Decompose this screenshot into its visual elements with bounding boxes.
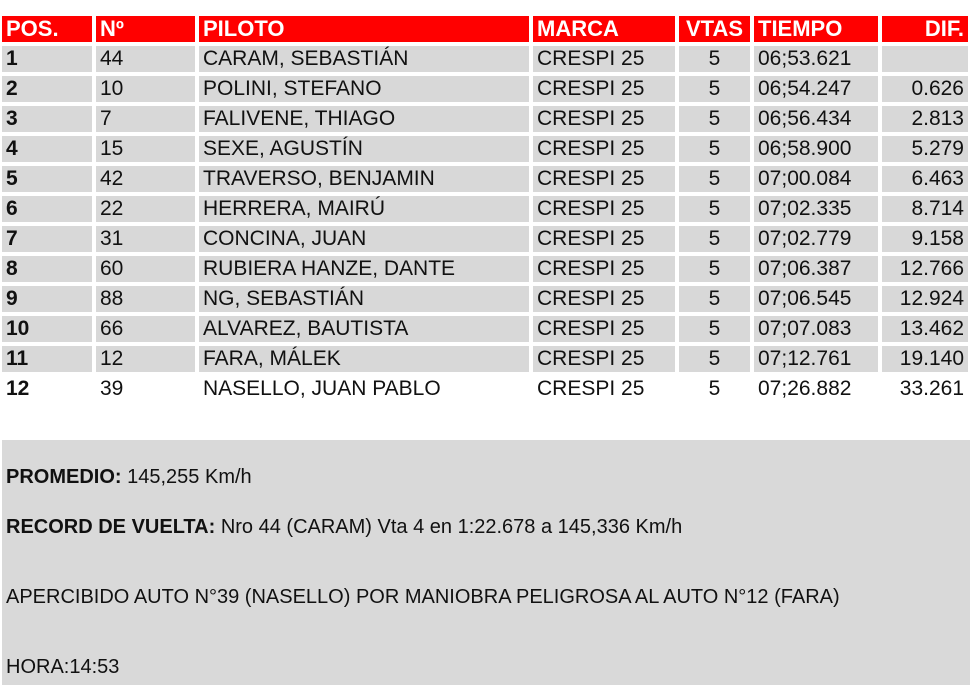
cell-dif: 0.626 <box>882 76 968 102</box>
cell-piloto: ALVAREZ, BAUTISTA <box>199 316 533 342</box>
cell-pos: 11 <box>2 346 96 372</box>
cell-dif: 13.462 <box>882 316 968 342</box>
cell-num: 44 <box>96 46 199 72</box>
cell-piloto: FALIVENE, THIAGO <box>199 106 533 132</box>
cell-num: 15 <box>96 136 199 162</box>
cell-tiempo: 07;06.387 <box>754 256 882 282</box>
cell-vtas: 5 <box>679 286 754 312</box>
table-row <box>2 376 968 402</box>
cell-dif: 8.714 <box>882 196 968 222</box>
table-row <box>2 166 968 192</box>
table-row <box>2 316 968 342</box>
cell-dif <box>882 46 968 72</box>
header-num: Nº <box>96 16 199 42</box>
cell-vtas: 5 <box>679 46 754 72</box>
cell-vtas: 5 <box>679 256 754 282</box>
header-marca: MARCA <box>533 16 679 42</box>
cell-pos: 9 <box>2 286 96 312</box>
cell-num: 12 <box>96 346 199 372</box>
cell-pos: 6 <box>2 196 96 222</box>
cell-marca: CRESPI 25 <box>533 76 679 102</box>
cell-piloto: CONCINA, JUAN <box>199 226 533 252</box>
cell-dif: 5.279 <box>882 136 968 162</box>
cell-piloto: RUBIERA HANZE, DANTE <box>199 256 533 282</box>
cell-pos: 3 <box>2 106 96 132</box>
cell-piloto: HERRERA, MAIRÚ <box>199 196 533 222</box>
cell-tiempo: 07;12.761 <box>754 346 882 372</box>
promedio-line <box>6 466 252 489</box>
table-row <box>2 136 968 162</box>
cell-piloto: FARA, MÁLEK <box>199 346 533 372</box>
table-row <box>2 76 968 102</box>
record-value: Nro 44 (CARAM) Vta 4 en 1:22.678 a 145,336 Km/h <box>220 516 683 538</box>
cell-pos: 10 <box>2 316 96 342</box>
cell-dif: 19.140 <box>882 346 968 372</box>
cell-marca: CRESPI 25 <box>533 136 679 162</box>
race-notes <box>2 440 970 685</box>
table-row <box>2 196 968 222</box>
cell-dif: 9.158 <box>882 226 968 252</box>
cell-num: 42 <box>96 166 199 192</box>
apercibido-line: APERCIBIDO AUTO N°39 (NASELLO) POR MANIOBRA PELIGROSA AL AUTO N°12 (FARA) <box>6 586 840 608</box>
cell-tiempo: 06;54.247 <box>754 76 882 102</box>
cell-pos: 8 <box>2 256 96 282</box>
cell-marca: CRESPI 25 <box>533 166 679 192</box>
cell-vtas: 5 <box>679 76 754 102</box>
cell-dif: 33.261 <box>899 377 964 400</box>
cell-vtas: 5 <box>679 106 754 132</box>
cell-marca: CRESPI 25 <box>533 226 679 252</box>
cell-vtas: 5 <box>679 226 754 252</box>
cell-tiempo: 07;26.882 <box>754 376 882 402</box>
table-row <box>2 46 968 72</box>
cell-pos: 1 <box>2 46 96 72</box>
cell-piloto: POLINI, STEFANO <box>199 76 533 102</box>
cell-dif: 2.813 <box>882 106 968 132</box>
cell-piloto: SEXE, AGUSTÍN <box>199 136 533 162</box>
header-dif: DIF. <box>882 16 968 42</box>
table-row <box>2 346 968 372</box>
cell-pos: 4 <box>2 136 96 162</box>
cell-num: 31 <box>96 226 199 252</box>
cell-num: 7 <box>96 106 199 132</box>
cell-vtas: 5 <box>679 316 754 342</box>
cell-tiempo: 06;53.621 <box>754 46 882 72</box>
cell-num: 39 <box>96 376 199 402</box>
table-header-row <box>2 16 968 42</box>
cell-tiempo: 06;56.434 <box>754 106 882 132</box>
cell-dif: 6.463 <box>882 166 968 192</box>
cell-pos: 12 <box>2 376 96 402</box>
cell-marca: CRESPI 25 <box>533 346 679 372</box>
cell-num: 88 <box>96 286 199 312</box>
cell-tiempo: 07;06.545 <box>754 286 882 312</box>
cell-vtas: 5 <box>679 196 754 222</box>
cell-num: 22 <box>96 196 199 222</box>
cell-vtas: 5 <box>679 136 754 162</box>
cell-dif: 12.766 <box>882 256 968 282</box>
header-tiempo: TIEMPO <box>754 16 882 42</box>
table-row <box>2 286 968 312</box>
cell-vtas: 5 <box>679 346 754 372</box>
header-piloto: PILOTO <box>199 16 533 42</box>
header-vtas: VTAS <box>679 16 754 42</box>
cell-marca: CRESPI 25 <box>533 286 679 312</box>
record-label: RECORD DE VUELTA: <box>6 516 216 538</box>
results-table <box>2 12 968 406</box>
cell-tiempo: 07;00.084 <box>754 166 882 192</box>
cell-marca: CRESPI 25 <box>533 376 679 402</box>
cell-marca: CRESPI 25 <box>533 46 679 72</box>
hora-line: HORA:14:53 <box>6 656 120 678</box>
cell-marca: CRESPI 25 <box>533 256 679 282</box>
results-body <box>2 46 968 402</box>
cell-tiempo: 07;07.083 <box>754 316 882 342</box>
cell-vtas: 5 <box>679 166 754 192</box>
cell-pos: 7 <box>2 226 96 252</box>
cell-num: 60 <box>96 256 199 282</box>
table-row <box>2 256 968 282</box>
header-pos: POS. <box>2 16 96 42</box>
promedio-label: PROMEDIO: <box>6 466 122 488</box>
promedio-value: 145,255 Km/h <box>127 466 252 488</box>
cell-piloto: NG, SEBASTIÁN <box>199 286 533 312</box>
cell-pos: 2 <box>2 76 96 102</box>
table-row <box>2 106 968 132</box>
cell-num: 66 <box>96 316 199 342</box>
cell-tiempo: 07;02.335 <box>754 196 882 222</box>
cell-dif: 12.924 <box>882 286 968 312</box>
record-line <box>6 516 682 539</box>
cell-num: 10 <box>96 76 199 102</box>
cell-piloto: NASELLO, JUAN PABLO <box>199 376 533 402</box>
cell-marca: CRESPI 25 <box>533 106 679 132</box>
cell-piloto: CARAM, SEBASTIÁN <box>199 46 533 72</box>
table-row <box>2 226 968 252</box>
cell-vtas: 5 <box>679 376 754 402</box>
cell-pos: 5 <box>2 166 96 192</box>
cell-marca: CRESPI 25 <box>533 196 679 222</box>
cell-tiempo: 06;58.900 <box>754 136 882 162</box>
cell-marca: CRESPI 25 <box>533 316 679 342</box>
cell-piloto: TRAVERSO, BENJAMIN <box>199 166 533 192</box>
cell-tiempo: 07;02.779 <box>754 226 882 252</box>
